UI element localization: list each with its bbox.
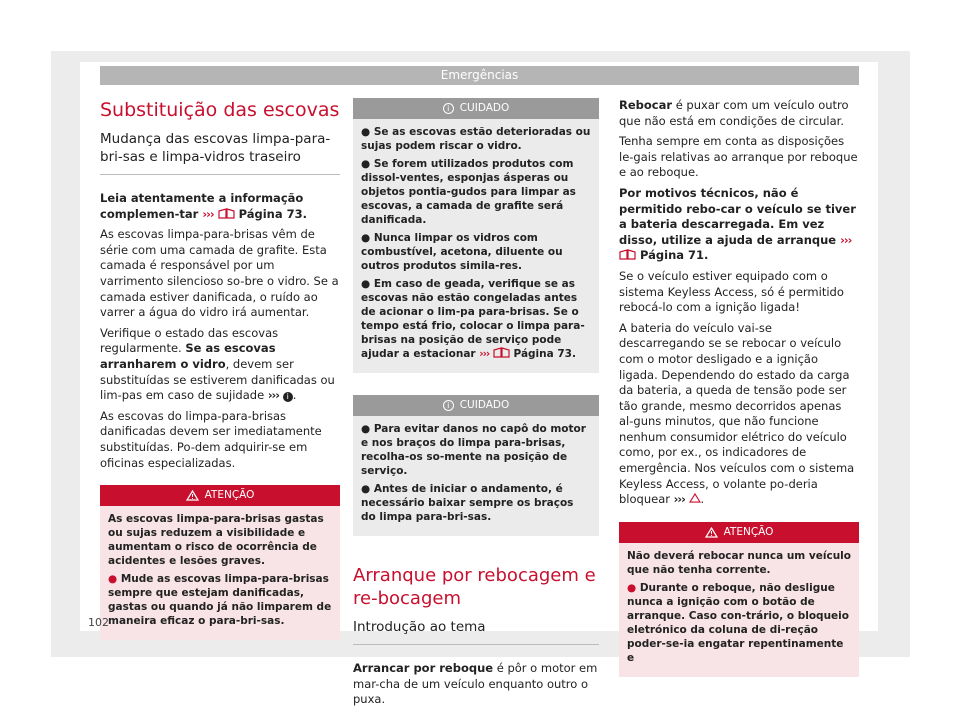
caution-label: CUIDADO bbox=[459, 102, 510, 114]
caution-bullet: ● Para evitar danos no capô do motor e nos braços do limpa para-brisas, recolha-os so-mente na posição de serviço. bbox=[361, 423, 586, 477]
warning-header bbox=[619, 522, 859, 543]
cross-ref-arrows: ››› bbox=[673, 492, 685, 507]
caution-bullet: ● Se forem utilizados produtos com dissol-ventes, esponjas ásperas ou objetos pontia-gudos para limpar as escovas, a camada de grafite será danificada. bbox=[361, 158, 576, 226]
page-reference-link[interactable]: Página 73. bbox=[513, 348, 576, 360]
caution-label: CUIDADO bbox=[459, 399, 510, 411]
caution-bullet: ● Em caso de geada, verifique se as escovas não estão congeladas antes de acionar o lim-pa para-brisas. Se o tempo está frio, colocar o limpa para-brisas na posição de serviço pode ajudar a estacionar ››› Página 73. bbox=[361, 278, 585, 360]
caution-box bbox=[353, 98, 599, 373]
warning-body bbox=[619, 543, 859, 677]
caution-header bbox=[353, 98, 599, 119]
paragraph: As escovas do limpa-para-brisas danificadas devem ser imediatamente substituídas. Po-dem adquirir-se em oficinas especializadas. bbox=[100, 408, 322, 470]
subsection-title: Mudança das escovas limpa-para-bri-sas e limpa-vidros traseiro bbox=[100, 130, 340, 175]
page-reference-link[interactable]: Página 71. bbox=[640, 248, 709, 263]
warning-body bbox=[100, 506, 340, 640]
warning-triangle-icon bbox=[705, 527, 718, 538]
caution-bullet: ● Se as escovas estão deterioradas ou sujas podem riscar o vidro. bbox=[361, 126, 591, 152]
subsection-title: Introdução ao tema bbox=[353, 618, 599, 645]
warning-box bbox=[100, 485, 340, 640]
paragraph: A bateria do veículo vai-se descarregando se se rebocar o veículo com o motor desligado e a ignição ligada. Dependendo do estado da carga da bateria, a queda de tensão pode ser tão grande, mesmo decorridos apenas al-guns minutos, que não funcione nenhum consumidor elétrico do veículo como, por ex., os indicadores de emergência. Nos veículos com o sistema Keyless Access, o volante po-deria bloquear ››› . bbox=[619, 320, 855, 507]
book-reference-icon bbox=[493, 347, 510, 358]
warning-text: As escovas limpa-para-brisas gastas ou sujas reduzem a visibilidade e aumentam o risco de ocorrência de acidentes e lesões graves. bbox=[108, 513, 324, 568]
warning-label: ATENÇÃO bbox=[723, 525, 774, 538]
info-icon: i bbox=[283, 392, 293, 402]
warning-header bbox=[100, 485, 340, 506]
cross-ref-arrows: ››› bbox=[202, 206, 214, 221]
section-header: Emergências bbox=[100, 66, 859, 85]
paragraph: Tenha sempre em conta as disposições le-gais relativas ao arranque por reboque e ao reboque. bbox=[619, 134, 858, 180]
info-icon: i bbox=[443, 400, 454, 411]
warning-triangle-icon bbox=[186, 490, 199, 501]
intro-paragraph: Leia atentamente a informação complemen-tar ››› Página 73. bbox=[100, 191, 308, 221]
paragraph: Verifique o estado das escovas regularmente. Se as escovas arranharem o vidro, devem ser substituídas se estiverem danificadas ou lim-pas em caso de sujidade ››› i . bbox=[100, 325, 335, 403]
page-reference-link[interactable]: Página 73. bbox=[238, 206, 308, 221]
column-1 bbox=[100, 98, 340, 640]
column-3 bbox=[619, 98, 859, 677]
book-reference-icon bbox=[218, 208, 235, 219]
caution-bullet: ● Antes de iniciar o andamento, é necessário baixar sempre os braços do limpa para-bri-sas. bbox=[361, 483, 574, 523]
caution-header bbox=[353, 395, 599, 416]
caution-body bbox=[353, 119, 599, 373]
warning-text: Não deverá rebocar nunca um veículo que não tenha corrente. bbox=[627, 549, 851, 576]
warning-bullet: ● Durante o reboque, não desligue nunca a ignição com o botão de arranque. Caso con-trário, o bloqueio eletrónico da coluna de di-reção poder-se-ia engatar repentinamente e bbox=[627, 581, 849, 664]
warning-bullet: ● Mude as escovas limpa-para-brisas sempre que estejam danificadas, gastas ou quando já não limparem de maneira eficaz o para-bri-sas. bbox=[108, 573, 332, 628]
section-title: Substituição das escovas bbox=[100, 99, 340, 121]
warning-label: ATENÇÃO bbox=[204, 489, 255, 502]
paragraph: Se o veículo estiver equipado com o sistema Keyless Access, só é permitido rebocá-lo com a ignição ligada! bbox=[619, 268, 844, 315]
caution-box bbox=[353, 395, 599, 536]
paragraph: Rebocar é puxar com um veículo outro que não está em condições de circular. bbox=[619, 98, 849, 128]
caution-body bbox=[353, 416, 599, 536]
paragraph: As escovas limpa-para-brisas vêm de série com uma camada de grafite. Esta camada é responsável por um varrimento silencioso so-bre o vidro. Se a camada estiver danificada, o ruído ao varrer a água do vidro irá aumentar. bbox=[100, 227, 339, 320]
paragraph: Arrancar por reboque é pôr o motor em mar-cha de um veículo enquanto outro o puxa. bbox=[353, 661, 598, 707]
cross-ref-arrows: ››› bbox=[479, 348, 490, 360]
cross-ref-arrows: ››› bbox=[840, 232, 852, 247]
cross-ref-arrows: ››› bbox=[267, 388, 280, 403]
warning-box bbox=[619, 522, 859, 677]
column-2 bbox=[353, 98, 599, 713]
section-title: Arranque por rebocagem e re-bocagem bbox=[353, 565, 596, 609]
info-icon: i bbox=[443, 103, 454, 114]
book-reference-icon bbox=[619, 249, 636, 260]
warning-triangle-icon bbox=[689, 493, 701, 503]
caution-bullet: ● Nunca limpar os vidros com combustível, acetona, diluente ou outros produtos simila-res. bbox=[361, 232, 563, 272]
paragraph: Por motivos técnicos, não é permitido rebo-car o veículo se tiver a bateria descarregada. Em vez disso, utilize a ajuda de arranque ››› Página 71. bbox=[619, 185, 856, 263]
page-number: 102 bbox=[88, 616, 109, 629]
